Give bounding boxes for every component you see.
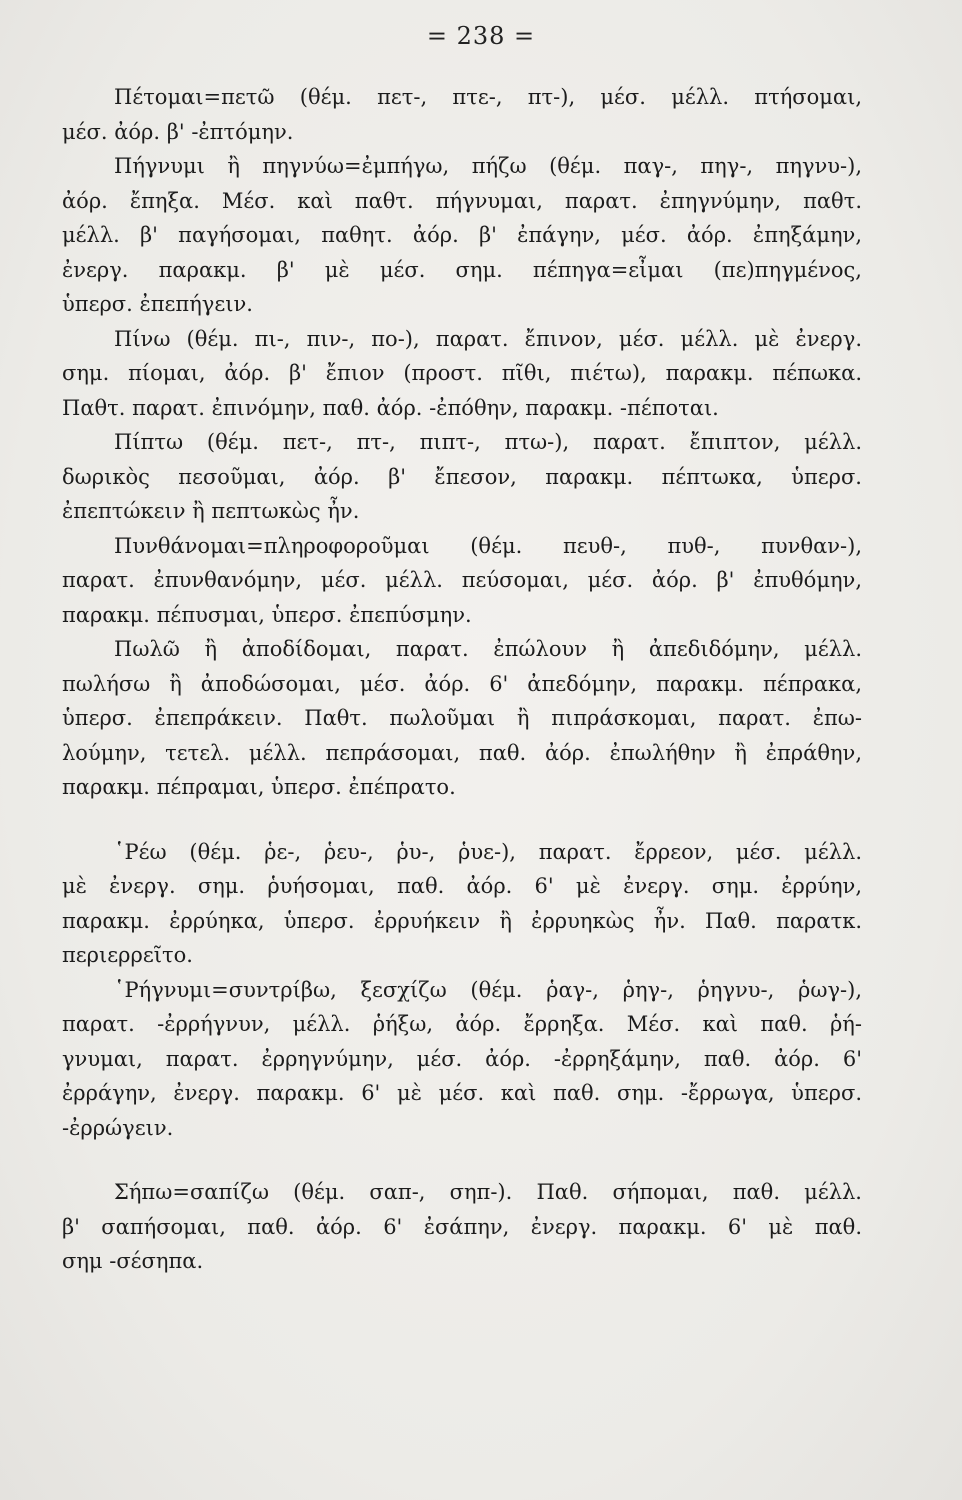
text-line: Πέτομαι=πετῶ (θέμ. πετ-, πτε-, πτ-), μέσ. μέλλ. πτήσομαι, — [114, 85, 862, 109]
text-line: ἐνεργ. παρακμ. β' μὲ μέσ. σημ. πέπηγα=εἶμαι (πε)πηγμένος, — [62, 257, 862, 282]
verb-entry — [62, 322, 862, 426]
text-line: Πυνθάνομαι=πληροφοροῦμαι (θέμ. πευθ-, πυθ-, πυνθαν-), — [114, 533, 862, 558]
text-line: παρατ. ἐπυνθανόμην, μέσ. μέλλ. πεύσομαι, μέσ. ἀόρ. β' ἐπυθόμην, — [62, 568, 862, 592]
text-line: περιερρεῖτο. — [62, 943, 193, 967]
verb-entry — [62, 149, 862, 322]
text-line: μέσ. ἀόρ. β' -ἐπτόμην. — [62, 119, 294, 144]
text-line: ἐπεπτώκειν ἢ πεπτωκὼς ἦν. — [62, 499, 360, 523]
page-number: = 238 = — [426, 22, 536, 50]
dictionary-text — [62, 80, 862, 1279]
verb-entry — [62, 835, 862, 973]
verb-entry — [62, 80, 862, 149]
text-line: λούμην, τετελ. μέλλ. πεπράσομαι, παθ. ἀόρ. ἐπωλήθην ἢ ἐπράθην, — [62, 740, 862, 765]
text-line: β' σαπήσομαι, παθ. ἀόρ. 6' ἐσάπην, ἐνεργ. παρακμ. 6' μὲ παθ. — [62, 1214, 862, 1239]
text-line: ῾Ρέω (θέμ. ῥε-, ῥευ-, ῥυ-, ῥυε-), παρατ. ἔρρεον, μέσ. μέλλ. — [114, 839, 862, 864]
text-line: Πίνω (θέμ. πι-, πιν-, πο-), παρατ. ἔπινον, μέσ. μέλλ. μὲ ἐνεργ. — [114, 326, 862, 351]
text-line: παρατ. -ἐρρήγνυν, μέλλ. ῥήξω, ἀόρ. ἔρρηξα. Μέσ. καὶ παθ. ῥή- — [62, 1012, 862, 1036]
text-line: δωρικὸς πεσοῦμαι, ἀόρ. β' ἔπεσον, παρακμ. πέπτωκα, ὑπερσ. — [62, 464, 862, 489]
text-line: μὲ ἐνεργ. σημ. ῥυήσομαι, παθ. ἀόρ. 6' μὲ ἐνεργ. σημ. ἐρρύην, — [62, 874, 862, 898]
text-line: ὑπερσ. ἐπεπήγειν. — [62, 292, 253, 316]
text-line: σημ. πίομαι, ἀόρ. β' ἔπιον (προστ. πῖθι, πιέτω), παρακμ. πέπωκα. — [62, 361, 862, 385]
verb-entry — [62, 425, 862, 529]
text-line: Πίπτω (θέμ. πετ-, πτ-, πιπτ-, πτω-), παρατ. ἔπιπτον, μέλλ. — [114, 430, 862, 454]
verb-entry — [62, 1175, 862, 1279]
text-line: παρακμ. πέπραμαι, ὑπερσ. ἐπέπρατο. — [62, 775, 456, 799]
text-line: Πήγνυμι ἢ πηγνύω=ἐμπήγω, πήζω (θέμ. παγ-, πηγ-, πηγνυ-), — [114, 154, 862, 178]
text-line: ῾Ρήγνυμι=συντρίβω, ξεσχίζω (θέμ. ῥαγ-, ῥηγ-, ῥηγνυ-, ῥωγ-), — [114, 977, 862, 1002]
text-line: σημ -σέσηπα. — [62, 1249, 204, 1273]
verb-entry — [62, 632, 862, 805]
text-line: Παθτ. παρατ. ἐπινόμην, παθ. ἀόρ. -ἐπόθην, παρακμ. -πέποται. — [62, 395, 719, 420]
text-line: παρακμ. ἐρρύηκα, ὑπερσ. ἐρρυήκειν ἢ ἐρρυηκὼς ἦν. Παθ. παρατκ. — [62, 908, 862, 933]
verb-entry — [62, 973, 862, 1146]
verb-entry — [62, 529, 862, 633]
text-line: ὑπερσ. ἐπεπράκειν. Παθτ. πωλοῦμαι ἢ πιπράσκομαι, παρατ. ἐπω- — [62, 706, 862, 730]
text-line: πωλήσω ἢ ἀποδώσομαι, μέσ. ἀόρ. 6' ἀπεδόμην, παρακμ. πέπρακα, — [62, 671, 862, 696]
text-line: Πωλῶ ἢ ἀποδίδομαι, παρατ. ἐπώλουν ἢ ἀπεδιδόμην, μέλλ. — [114, 637, 862, 661]
text-line: -ἐρρώγειν. — [62, 1115, 174, 1140]
text-line: ἐρράγην, ἐνεργ. παρακμ. 6' μὲ μέσ. καὶ παθ. σημ. -ἔρρωγα, ὑπερσ. — [62, 1081, 862, 1105]
text-line: ἀόρ. ἔπηξα. Μέσ. καὶ παθτ. πήγνυμαι, παρατ. ἐπηγνύμην, παθτ. — [62, 188, 862, 213]
text-line: γνυμαι, παρατ. ἐρρηγνύμην, μέσ. ἀόρ. -ἐρρηξάμην, παθ. ἀόρ. 6' — [62, 1046, 862, 1071]
text-line: μέλλ. β' παγήσομαι, παθητ. ἀόρ. β' ἐπάγην, μέσ. ἀόρ. ἐπηξάμην, — [62, 223, 862, 247]
text-line: Σήπω=σαπίζω (θέμ. σαπ-, σηπ-). Παθ. σήπομαι, παθ. μέλλ. — [114, 1180, 862, 1204]
text-line: παρακμ. πέπυσμαι, ὑπερσ. ἐπεπύσμην. — [62, 602, 472, 627]
